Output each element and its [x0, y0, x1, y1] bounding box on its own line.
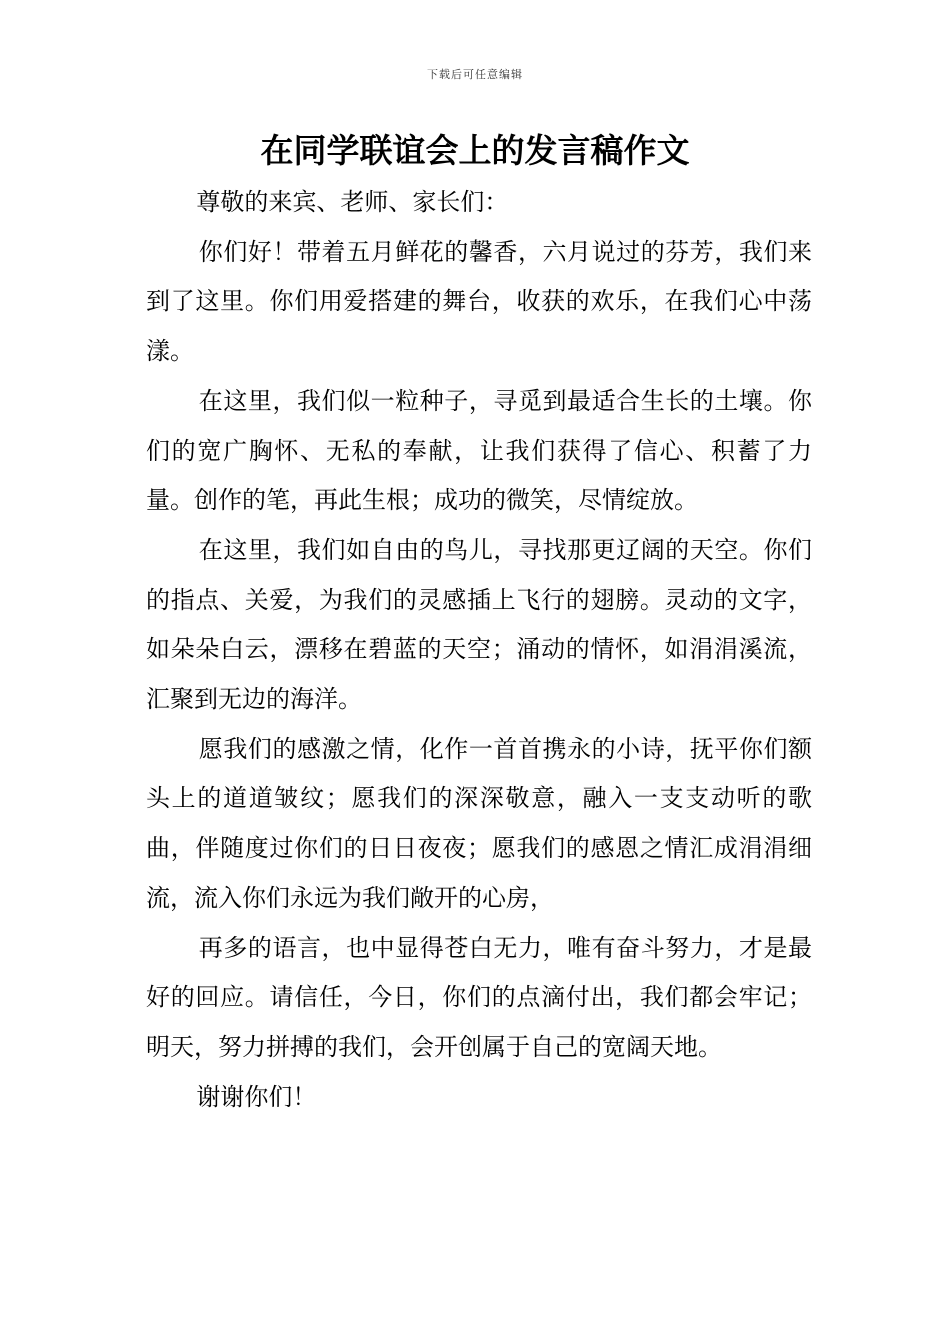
document-title: 在同学联谊会上的发言稿作文 [260, 131, 690, 170]
document-body [146, 178, 812, 1122]
salutation: 尊敬的来宾、老师、家长们： [196, 188, 509, 216]
paragraph-3: 在这里，我们如自由的鸟儿，寻找那更辽阔的天空。你们的指点、关爱，为我们的灵感插上飞行的翅膀。灵动的文字，如朵朵白云，漂移在碧蓝的天空；涌动的情怀，如涓涓溪流，汇聚到无边的海洋。 [146, 535, 812, 714]
paragraph-5: 再多的语言，也中显得苍白无力，唯有奋斗努力，才是最好的回应。请信任，今日，你们的点滴付出，我们都会牢记；明天，努力拼搏的我们，会开创属于自己的宽阔天地。 [146, 933, 812, 1061]
paragraph-2: 在这里，我们似一粒种子，寻觅到最适合生长的土壤。你们的宽广胸怀、无私的奉献，让我们获得了信心、积蓄了力量。创作的笔，再此生根；成功的微笑，尽情绽放。 [146, 386, 812, 515]
page-header-note: 下载后可任意编辑 [427, 68, 523, 81]
paragraph-4: 愿我们的感激之情，化作一首首携永的小诗，抚平你们额头上的道道皱纹；愿我们的深深敬意，融入一支支动听的歌曲，伴随度过你们的日日夜夜；愿我们的感恩之情汇成涓涓细流，流入你们永远为我们敞开的心房， [146, 734, 812, 912]
closing-line: 谢谢你们！ [196, 1082, 317, 1111]
paragraph-1: 你们好！带着五月鲜花的馨香，六月说过的芬芳，我们来到了这里。你们用爱搭建的舞台，收获的欢乐，在我们心中荡漾。 [146, 237, 812, 366]
